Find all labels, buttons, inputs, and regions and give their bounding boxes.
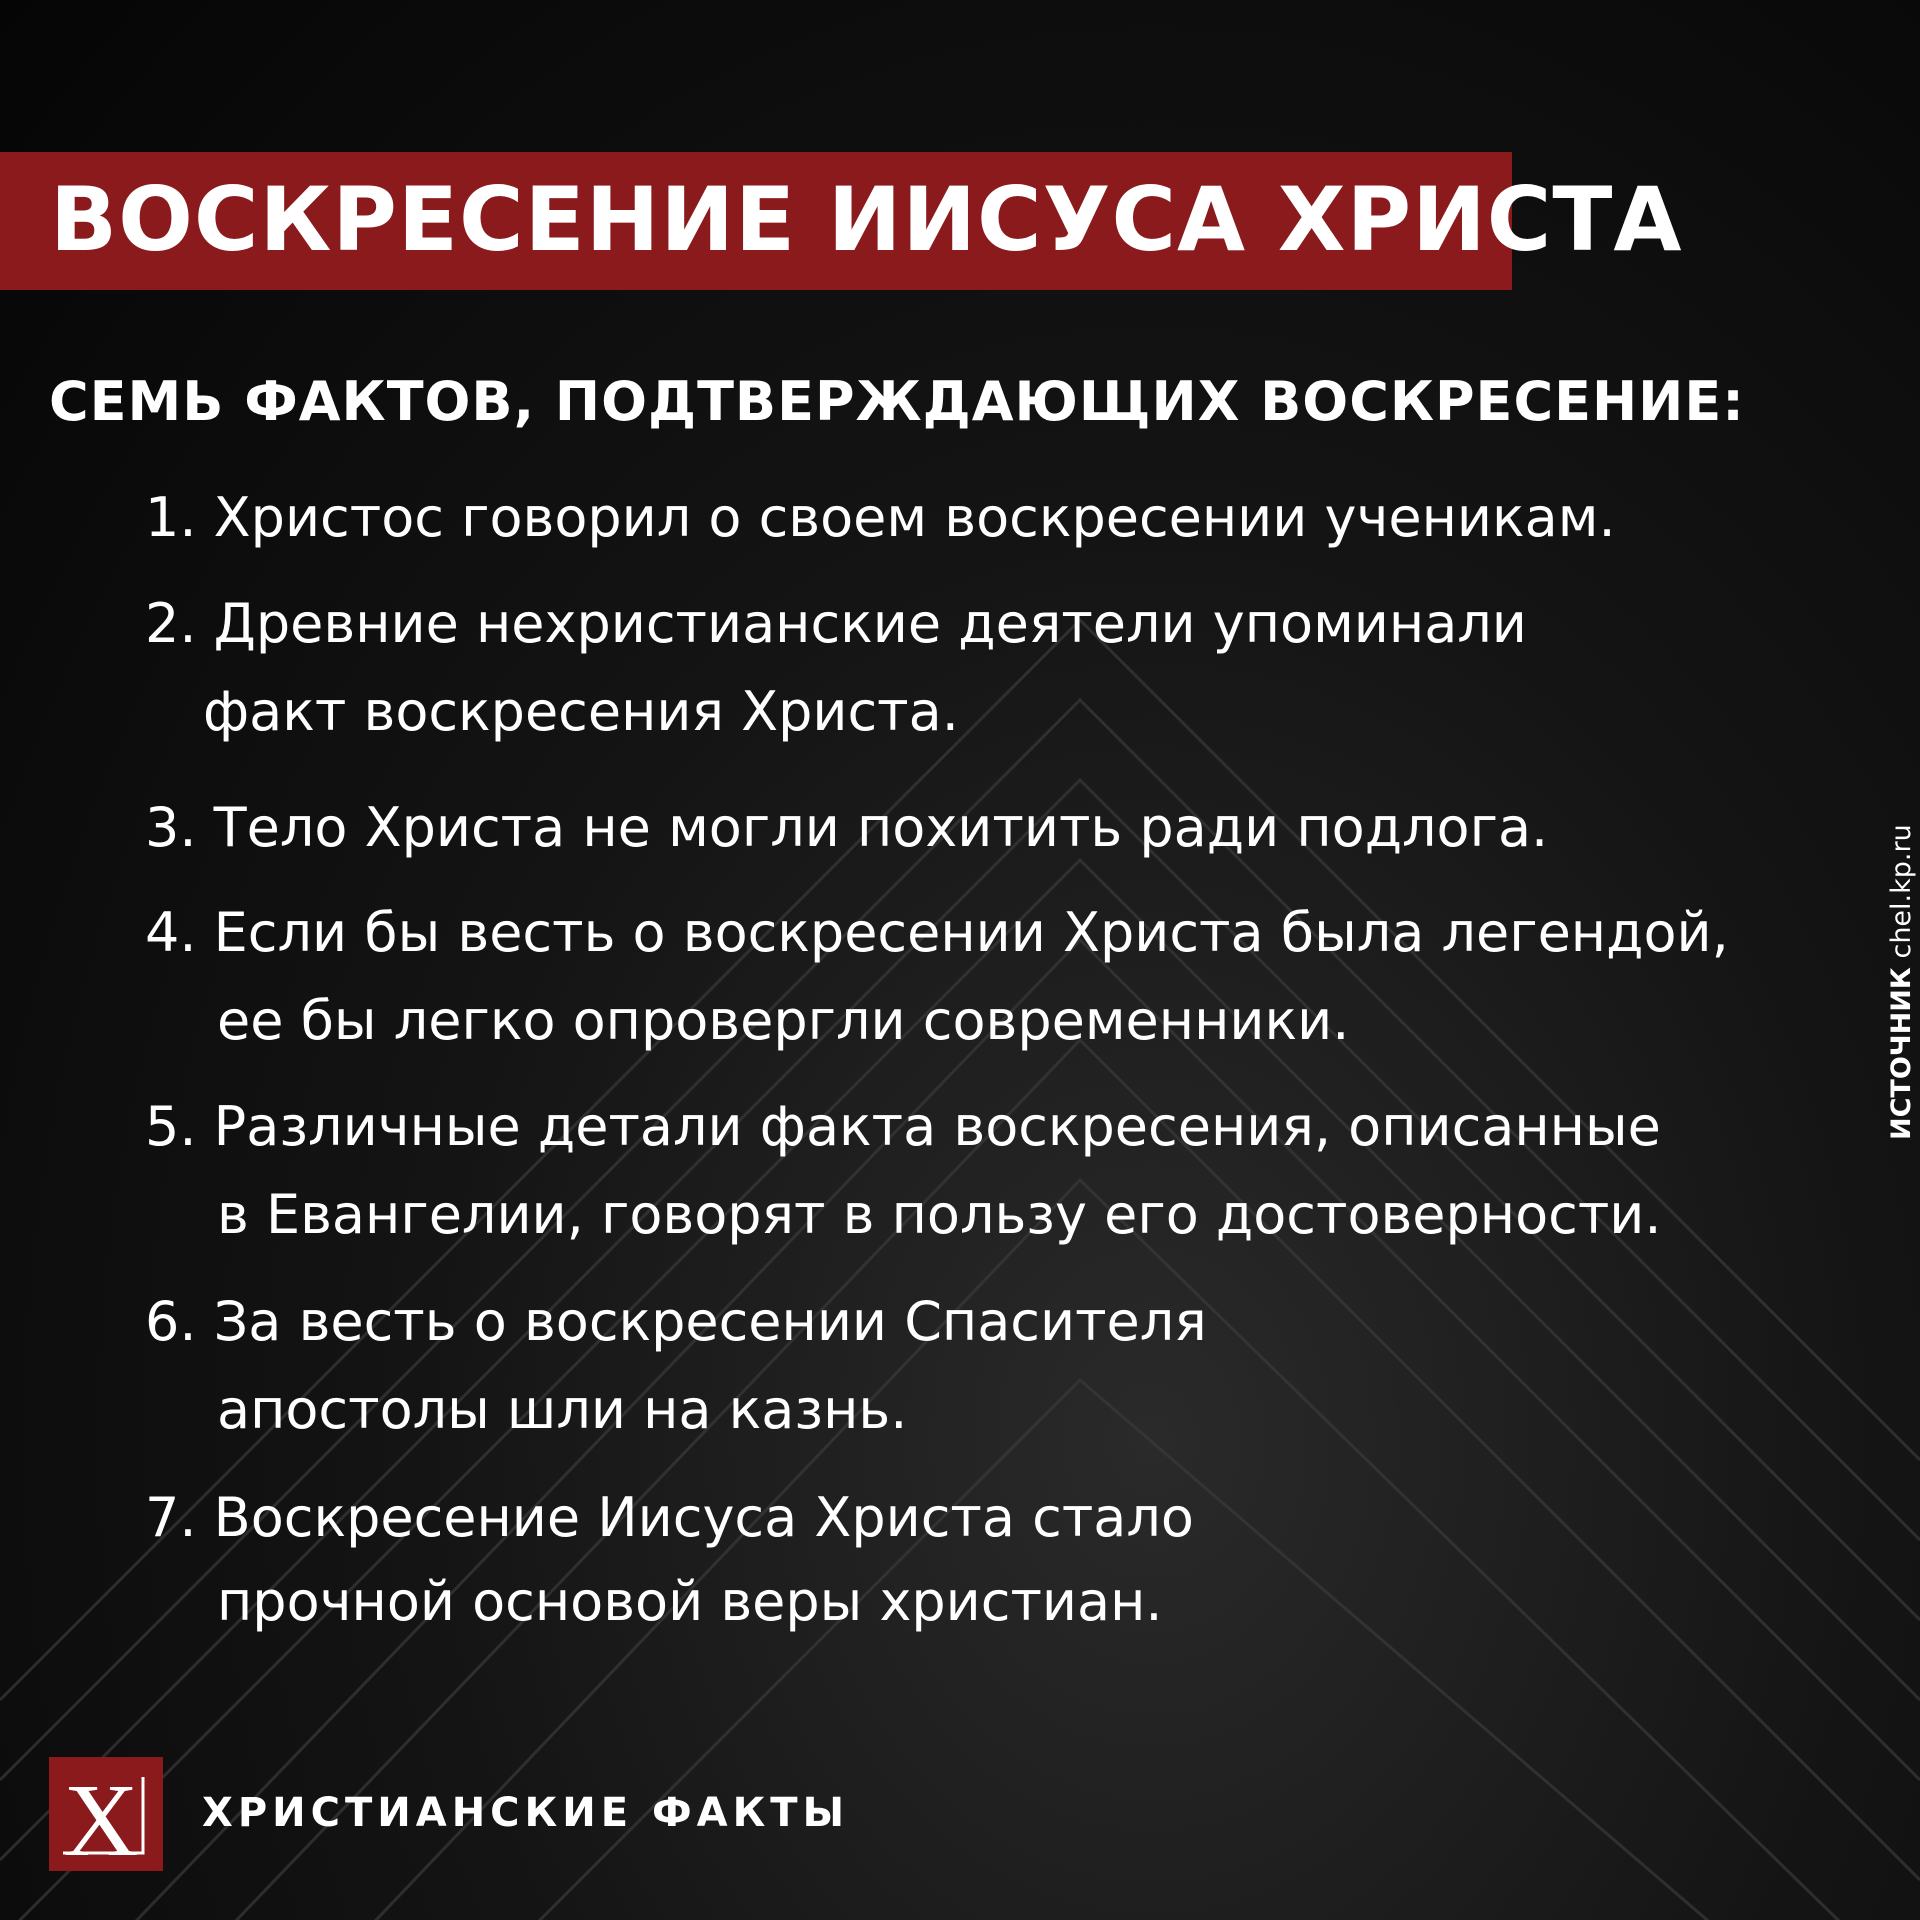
x-book-icon <box>49 1757 163 1871</box>
fact-item-7: 7. Воскресение Иисуса Христа стало прочной основой веры христиан. <box>145 1486 1194 1633</box>
fact-item-3: 3. Тело Христа не могли похитить ради подлога. <box>145 796 1549 859</box>
fact-item-4: 4. Если бы весть о воскресении Христа была легендой, ее бы легко опровергли современники. <box>145 901 1729 1052</box>
subtitle: СЕМЬ ФАКТОВ, ПОДТВЕРЖДАЮЩИХ ВОСКРЕСЕНИЕ: <box>49 370 1745 433</box>
source-credit: ИСТОЧНИК chel.kp.ru <box>1886 824 1917 1140</box>
svg-text:X: X <box>63 1763 139 1871</box>
fact-item-6: 6. За весть о воскресении Спасителя апостолы шли на казнь. <box>145 1290 1207 1441</box>
fact-item-1: 1. Христос говорил о своем воскресении ученикам. <box>145 486 1616 549</box>
page-title: ВОСКРЕСЕНИЕ ИИСУСА ХРИСТА <box>50 168 1683 271</box>
fact-item-2: 2. Древние нехристианские деятели упоминали факт воскресения Христа. <box>145 592 1527 743</box>
fact-item-5: 5. Различные детали факта воскресения, описанные в Евангелии, говорят в пользу его достоверности. <box>145 1095 1662 1246</box>
brand-logo <box>49 1757 163 1871</box>
brand-name: ХРИСТИАНСКИЕ ФАКТЫ <box>202 1790 850 1836</box>
